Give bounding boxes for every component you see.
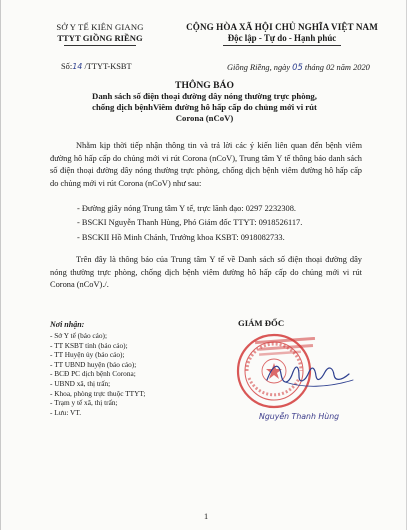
document-subtitle: Danh sách số điện thoại đường dây nóng thường trực phòng, chống dịch bệnhViêm đường hô hấp cấp do chủng mới vi rút Corona (nCoV) — [92, 91, 317, 124]
document-number — [61, 62, 132, 71]
hotline-list — [77, 202, 377, 245]
recipient-item: - TT Huyện ủy (báo cáo); — [50, 350, 125, 360]
doc-number-prefix: Số: — [61, 62, 73, 71]
body-paragraph-1: Nhằm kịp thời tiếp nhận thông tin và trả lời các ý kiến liên quan đến bệnh viêm đường hô hấp cấp do chủng mới vi rút Corona (nCoV), Trung tâm Y tế thông báo danh sách số điện thoại đường dây nóng thường trực phòng, chống dịch bệnh viêm đường hô hấp cấp do chủng mới vi rút Corona (nCoV) như sau: — [50, 141, 362, 188]
page-number: 1 — [204, 512, 209, 521]
document-title: THÔNG BÁO — [175, 80, 234, 91]
doc-number-handwritten: 14 — [72, 62, 83, 71]
nation-name: CỘNG HÒA XÃ HỘI CHỦ NGHĨA VIỆT NAM — [186, 22, 378, 32]
recipient-item: - Trạm y tế xã, thị trấn; — [50, 398, 118, 408]
agency-underline — [64, 45, 136, 46]
doc-number-suffix: /TTYT-KSBT — [82, 62, 132, 71]
motto-underline — [223, 45, 341, 46]
recipient-item: - Sở Y tế (báo cáo); — [50, 331, 108, 340]
agency-parent: SỞ Y TẾ KIÊN GIANG — [56, 22, 144, 32]
date-day-handwritten: 05 — [292, 62, 303, 72]
recipient-item: - Khoa, phòng trực thuộc TTYT; — [50, 388, 146, 398]
recipient-item: - TT UBND huyện (báo cáo); — [50, 359, 137, 369]
national-motto: Độc lập - Tự do - Hạnh phúc — [227, 33, 337, 43]
hotline-item: - Đường giây nóng Trung tâm Y tế, trực lãnh đạo: 0297 2232308. — [77, 204, 296, 213]
handwritten-signature — [263, 354, 359, 394]
signatory-title: GIÁM ĐỐC — [238, 318, 285, 328]
recipient-item: - BCĐ PC dịch bệnh Corona; — [50, 369, 136, 379]
date-place: Giồng Riềng, ngày — [227, 63, 291, 72]
hotline-item: - BSCKI Nguyễn Thanh Hùng, Phó Giám đốc TTYT: 0918526117. — [77, 218, 303, 228]
agency-header — [45, 22, 155, 46]
agency-name: TTYT GIỒNG RIỀNG — [57, 33, 143, 43]
body-paragraph-2: Trên đây là thông báo của Trung tâm Y tế về Danh sách số điện thoại đường dây nóng thường trực phòng, chống dịch bệnh viêm đường hô hấp cấp do chủng mới vi rút Corona (nCoV)./. — [50, 255, 362, 290]
national-header — [177, 22, 387, 46]
hotline-item: - BSCKII Hồ Minh Chánh, Trưởng khoa KSBT: 0918082733. — [77, 232, 285, 242]
recipients-list — [50, 331, 210, 417]
issue-date — [227, 62, 370, 72]
signer-name: Nguyễn Thanh Hùng — [259, 412, 340, 421]
recipient-item: - TT KSBT tỉnh (báo cáo); — [50, 340, 128, 350]
recipient-item: - Lưu: VT. — [50, 407, 82, 417]
recipients-title: Nơi nhận: — [50, 320, 85, 329]
date-rest: tháng 02 năm 2020 — [304, 63, 370, 72]
recipient-item: - UBND xã, thị trấn; — [50, 378, 111, 388]
